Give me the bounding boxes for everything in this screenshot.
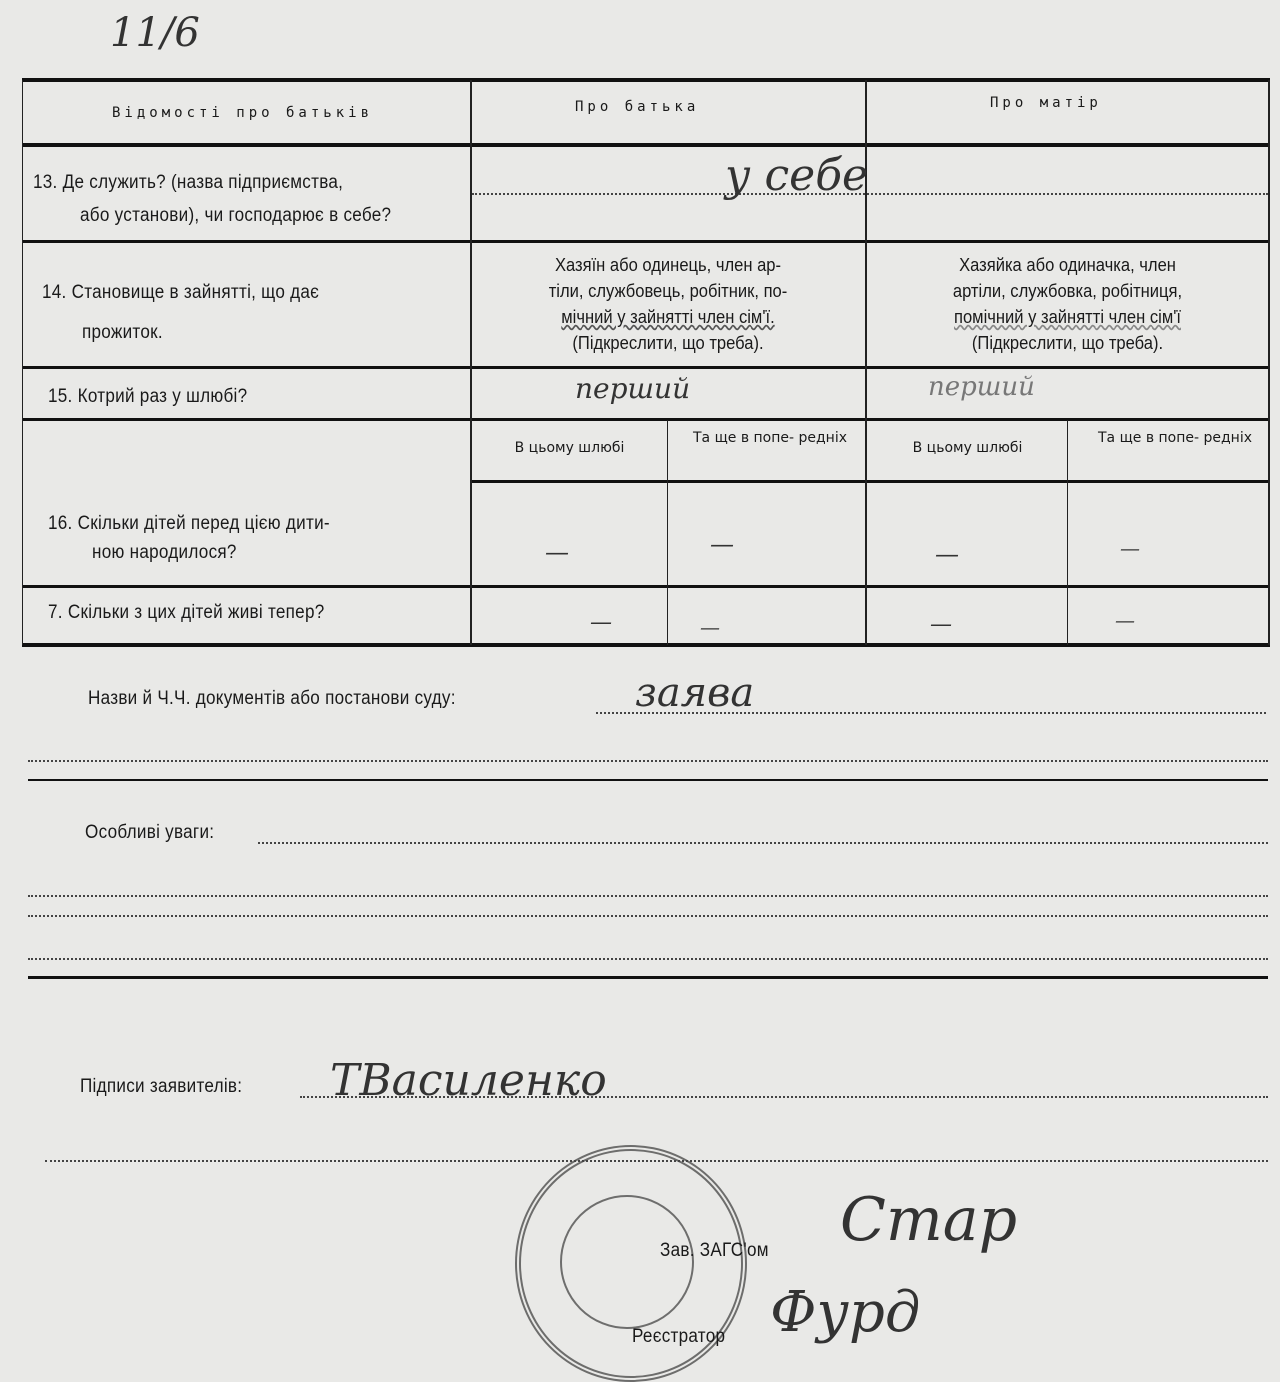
subcolumn-divider <box>1067 420 1068 645</box>
option-line: (Підкреслити, що треба). <box>971 333 1164 353</box>
answer-line <box>472 193 1268 195</box>
remarks-label: Особливі уваги: <box>85 822 215 843</box>
header-border <box>22 143 1270 147</box>
row14-mother-options <box>890 252 1244 356</box>
row17-value: — <box>700 615 720 639</box>
row13-label-2: або установи), чи господарює в себе? <box>80 205 392 226</box>
row-border <box>22 366 1270 369</box>
registrar-signature: Фурд <box>770 1280 921 1345</box>
divider <box>28 779 1268 781</box>
option-line: (Підкреслити, що треба). <box>572 333 764 353</box>
head-label: Зав. ЗАГС'ом <box>660 1240 769 1261</box>
subcolumn-divider <box>667 420 668 645</box>
row16-label-2: ною народилося? <box>92 542 237 563</box>
option-line: тіли, службовець, робітник, по- <box>548 281 788 301</box>
row16-value: — <box>1120 536 1140 560</box>
row17-value: — <box>930 612 952 637</box>
row14-father-options <box>493 252 843 356</box>
row13-label-1: 13. Де служить? (назва підприємства, <box>33 172 344 193</box>
head-signature: Стар <box>840 1185 1017 1255</box>
row-border <box>22 585 1270 588</box>
row15-label: 15. Котрий раз у шлюбі? <box>48 386 248 407</box>
table-bottom-border <box>22 643 1270 647</box>
subheader-previous-mother: Та ще в попе- редніх <box>1097 430 1253 446</box>
option-line: Хазяйка або одиначка, член <box>959 255 1176 275</box>
table-left-border <box>22 80 23 645</box>
official-stamp-inner <box>560 1195 694 1329</box>
row17-value: — <box>590 610 612 635</box>
row-border <box>22 240 1270 243</box>
row16-value: — <box>710 530 734 558</box>
row17-value: — <box>1115 608 1135 632</box>
subheader-this-marriage-father: В цьому шлюбі <box>514 440 625 456</box>
signatures-label: Підписи заявителів: <box>80 1076 243 1097</box>
applicant-signature: ТВасиленко <box>330 1055 607 1106</box>
option-line: помічний у зайнятті член сім'ї <box>954 307 1181 327</box>
header-mother: Про матір <box>990 95 1102 111</box>
option-line: мічний у зайнятті член сім'ї. <box>561 307 775 327</box>
documents-line <box>596 712 1266 714</box>
documents-line <box>28 760 1268 762</box>
row16-value: — <box>545 538 569 566</box>
remarks-line <box>258 842 1268 844</box>
table-right-border <box>1268 80 1270 645</box>
row14-label-2: прожиток. <box>82 322 163 343</box>
reference-number: 11/6 <box>110 10 200 56</box>
option-line: артіли, службовка, робітниця, <box>952 281 1183 301</box>
signature-line <box>300 1096 1268 1098</box>
row14-label-1: 14. Становище в зайнятті, що дає <box>42 282 320 303</box>
remarks-line <box>28 895 1268 897</box>
documents-value: заява <box>635 670 755 716</box>
remarks-line <box>28 915 1268 917</box>
row15-mother: перший <box>928 372 1035 402</box>
remarks-line <box>28 958 1268 960</box>
documents-label: Назви й Ч.Ч. документів або постанови суду: <box>88 688 456 709</box>
subheader-this-marriage-mother: В цьому шлюбі <box>912 440 1023 456</box>
table-top-border <box>22 78 1270 82</box>
subheader-previous-father: Та ще в попе- редніх <box>692 430 848 446</box>
registrar-label: Реєстратор <box>632 1326 726 1347</box>
row-border <box>22 418 1270 421</box>
row17-label: 7. Скільки з цих дітей живі тепер? <box>48 602 325 623</box>
row15-father: перший <box>575 372 691 405</box>
column-divider <box>470 80 472 645</box>
divider <box>28 976 1268 979</box>
header-parents-info: Відомості про батьків <box>112 105 374 121</box>
option-line: Хазяїн або одинець, член ар- <box>554 255 782 275</box>
row16-value: — <box>935 540 959 568</box>
row13-answer: у себе <box>725 150 869 201</box>
row16-label-1: 16. Скільки дітей перед цією дити- <box>48 513 330 534</box>
header-father: Про батька <box>575 99 700 115</box>
row-border <box>470 480 1270 483</box>
